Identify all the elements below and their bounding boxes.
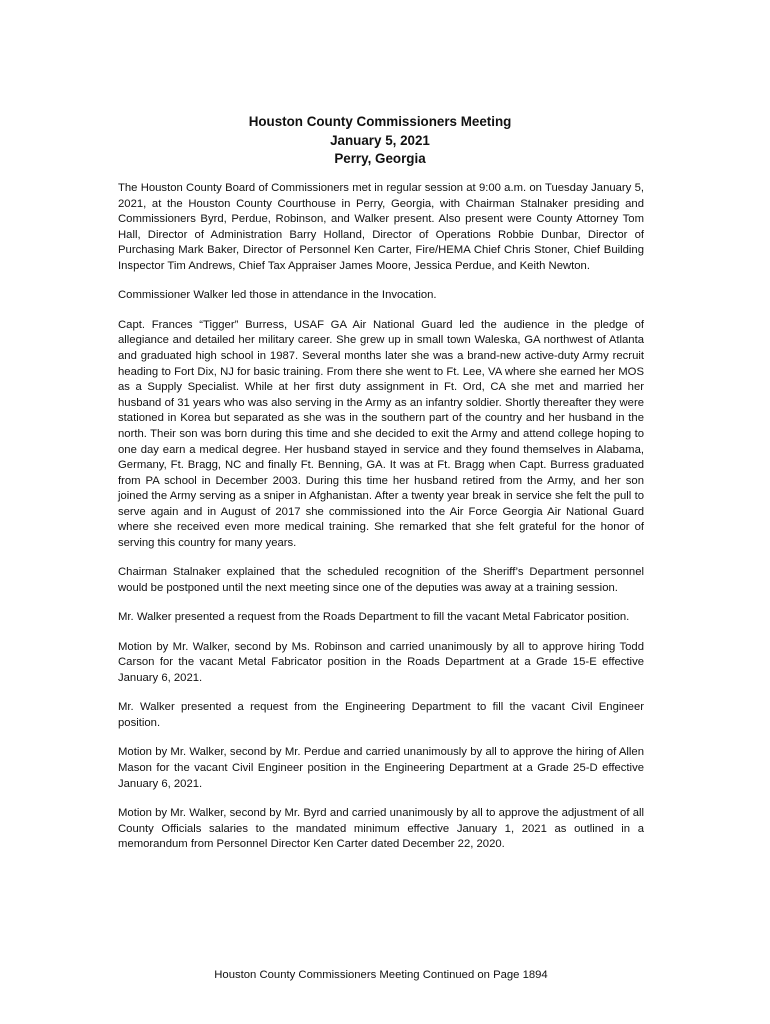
meeting-location: Perry, Georgia: [334, 151, 426, 166]
paragraph-pledge: Capt. Frances “Tigger” Burress, USAF GA Air National Guard led the audience in the pledge of allegiance and detailed her military career. She grew up in small town Waleska, GA northwest of Atlanta and graduated high school in 1987. Several months later she was a brand-new active-duty Army recruit heading to Fort Dix, NJ for basic training. From there she went to Ft. Lee, VA where she earned her MOS as a Supply Specialist. While at her first duty assignment in Ft. Ord, CA she met and married her husband of 31 years who was also serving in the Army as an infantry soldier. Shortly thereafter they were stationed in Korea but separated as she was in the southern part of the country and her husband in the north. Their son was born during this time and she decided to exit the Army and attend college hoping to one day earn a medical degree. Her husband stayed in service and they found themselves in Alabama, Germany, Ft. Bragg, NC and finally Ft. Benning, GA. It was at Ft. Bragg when Capt. Burress graduated from PA school in December 2003. During this time her husband retired from the Army, and her son joined the Army serving as a sniper in Afghanistan. After a twenty year break in service she felt the pull to serve again and in August of 2017 she commissioned into the Air Force Georgia Air National Guard where she received even more medical training. She remarked that she felt grateful for the honor of serving this country for many years.: [118, 318, 644, 550]
paragraph-roads-motion: Motion by Mr. Walker, second by Ms. Robinson and carried unanimously by all to approve hiring Todd Carson for the vacant Metal Fabricator position in the Roads Department at a Grade 15-E effective January 6, 2021.: [118, 640, 644, 685]
paragraph-engineering-request: Mr. Walker presented a request from the Engineering Department to fill the vacant Civil Engineer position.: [118, 701, 644, 729]
meeting-heading: [118, 113, 642, 169]
meeting-date: January 5, 2021: [330, 132, 430, 148]
paragraph-attendance: The Houston County Board of Commissioners met in regular session at 9:00 a.m. on Tuesday January 5, 2021, at the Houston County Courthouse in Perry, Georgia, with Chairman Stalnaker presiding and Commissioners Byrd, Perdue, Robinson, and Walker present. Also present were County Attorney Tom Hall, Director of Administration Barry Holland, Director of Operations Robbie Dunbar, Director of Purchasing Mark Baker, Director of Personnel Ken Carter, Fire/HEMA Chief Chris Stoner, Chief Building Inspector Tim Andrews, Chief Tax Appraiser James Moore, Jessica Perdue, and Keith Newton.: [118, 182, 644, 272]
paragraph-invocation: Commissioner Walker led those in attendance in the Invocation.: [118, 289, 437, 302]
minutes-body: [118, 181, 644, 867]
paragraph-roads-request: Mr. Walker presented a request from the Roads Department to fill the vacant Metal Fabricator position.: [118, 611, 630, 624]
paragraph-salaries-motion: Motion by Mr. Walker, second by Mr. Byrd and carried unanimously by all to approve the adjustment of all County Officials salaries to the mandated minimum effective January 1, 2021 as outlined in a memorandum from Personnel Director Ken Carter dated December 22, 2020.: [118, 806, 644, 851]
meeting-title: Houston County Commissioners Meeting: [248, 114, 512, 129]
page-footer: Houston County Commissioners Meeting Continued on Page 1894: [214, 969, 548, 981]
paragraph-engineering-motion: Motion by Mr. Walker, second by Mr. Perdue and carried unanimously by all to approve the hiring of Allen Mason for the vacant Civil Engineer position in the Engineering Department at a Grade 25-D effective January 6, 2021.: [118, 746, 644, 790]
paragraph-recognition-postponed: Chairman Stalnaker explained that the scheduled recognition of the Sheriff’s Department personnel would be postponed until the next meeting since one of the deputies was away at a training session.: [118, 566, 644, 595]
